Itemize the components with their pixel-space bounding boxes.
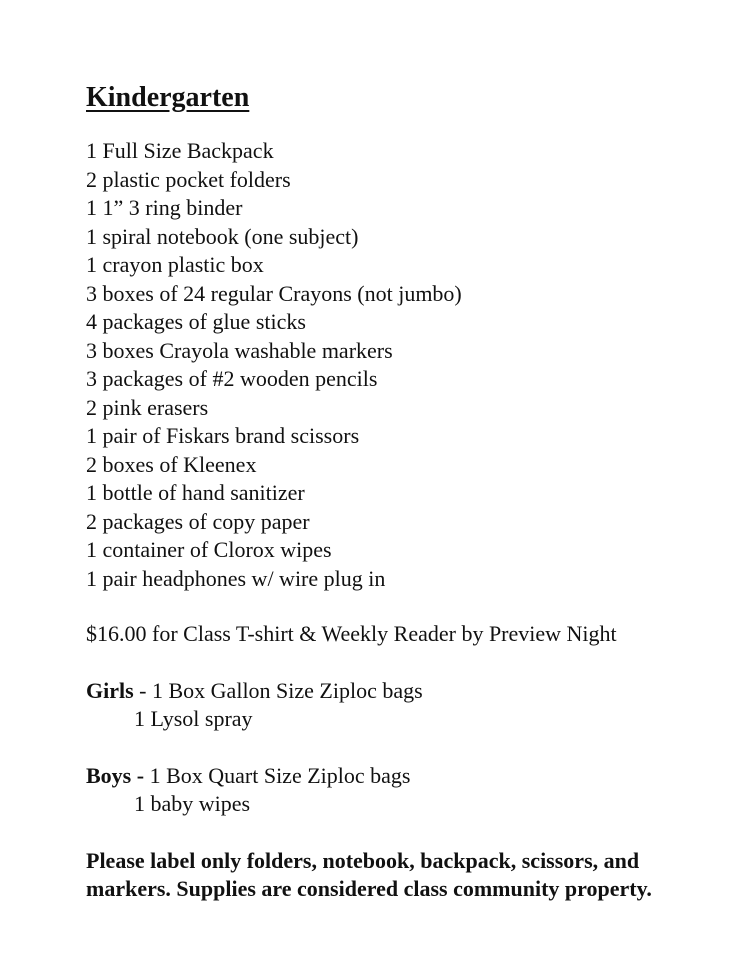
- list-item: 1 pair headphones w/ wire plug in: [86, 565, 386, 591]
- girls-item-2: 1 Lysol spray: [134, 706, 253, 731]
- supply-list-page: [86, 78, 726, 904]
- list-item: 1 Full Size Backpack: [86, 138, 274, 163]
- list-item: 2 plastic pocket folders: [86, 166, 291, 192]
- list-item: 1 spiral notebook (one subject): [86, 223, 359, 249]
- labeling-note: [86, 847, 726, 904]
- tshirt-fee-text: $16.00 for Class T-shirt & Weekly Reader by Preview Night: [86, 621, 617, 646]
- boys-supplies: [86, 762, 726, 819]
- girls-supplies: [86, 677, 726, 734]
- boys-label: Boys -: [86, 762, 145, 788]
- list-item: 1 crayon plastic box: [86, 252, 264, 277]
- list-item: 3 boxes Crayola washable markers: [86, 337, 393, 363]
- list-item: 3 boxes of 24 regular Crayons (not jumbo): [86, 280, 462, 306]
- list-item: 4 packages of glue sticks: [86, 309, 306, 334]
- boys-line-1: [86, 762, 726, 791]
- girls-label: Girls: [86, 677, 134, 703]
- girls-line-1: [86, 677, 726, 706]
- boys-item-1: 1 Box Quart Size Ziploc bags: [149, 762, 411, 788]
- list-item: 2 boxes of Kleenex: [86, 451, 257, 477]
- list-item: 1 pair of Fiskars brand scissors: [86, 423, 360, 448]
- labeling-note-line-1: Please label only folders, notebook, backpack, scissors, and: [86, 847, 640, 873]
- list-item: 1 bottle of hand sanitizer: [86, 480, 305, 505]
- girls-item-1: 1 Box Gallon Size Ziploc bags: [152, 677, 423, 703]
- list-item: 1 container of Clorox wipes: [86, 537, 332, 562]
- list-item: 3 packages of #2 wooden pencils: [86, 366, 378, 391]
- labeling-note-line-2: markers. Supplies are considered class community property.: [86, 876, 652, 901]
- supply-list: [86, 137, 726, 593]
- list-item: 2 packages of copy paper: [86, 508, 310, 534]
- list-item: 1 1” 3 ring binder: [86, 195, 243, 220]
- girls-separator: -: [133, 677, 152, 703]
- page-title: Kindergarten: [86, 82, 250, 113]
- boys-item-2: 1 baby wipes: [134, 791, 251, 816]
- list-item: 2 pink erasers: [86, 394, 209, 420]
